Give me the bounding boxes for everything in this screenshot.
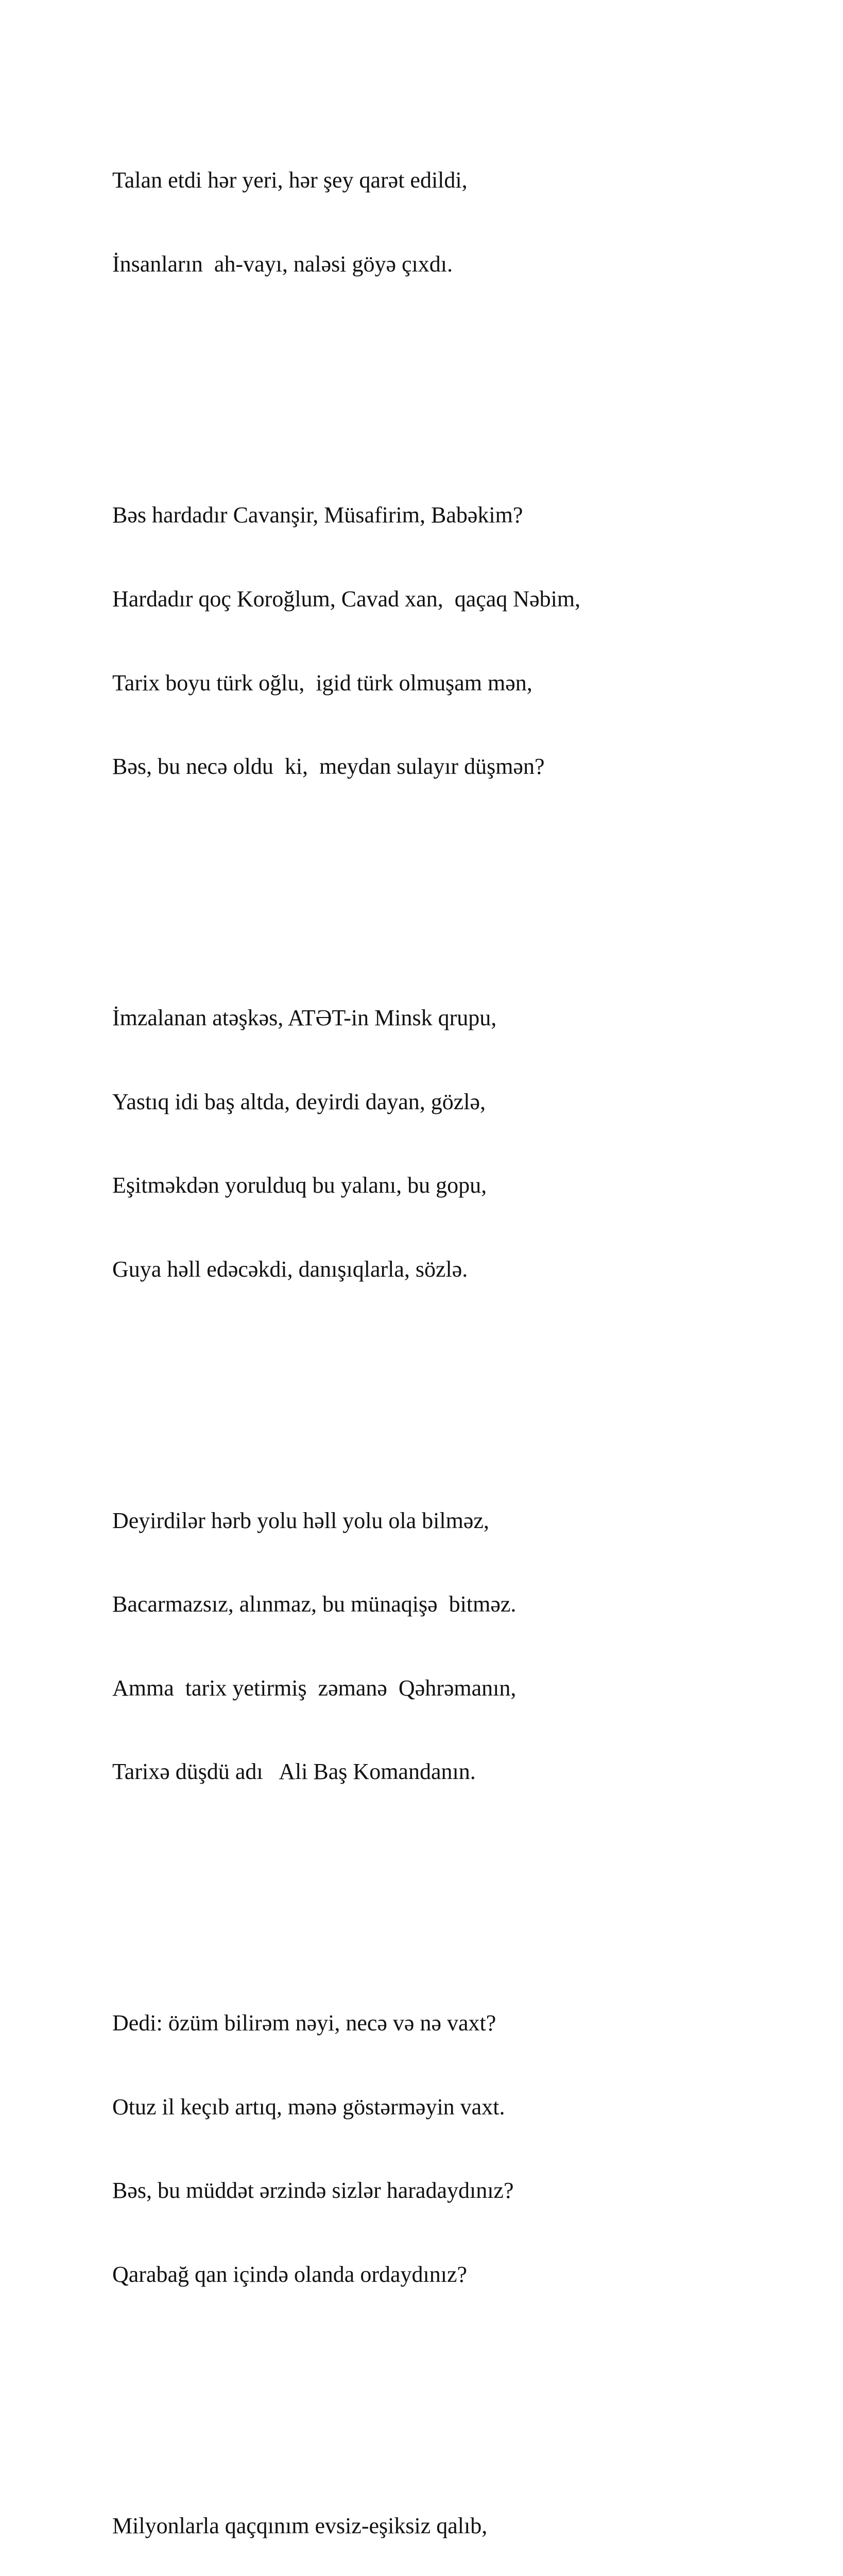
poem-line: Deyirdilər hərb yolu həll yolu ola bilməz, [112,1507,489,1533]
stanza-3 [112,948,782,1340]
poem-line: Eşitməkdən yorulduq bu yalanı, bu gopu, [112,1173,487,1198]
poem-line: İmzalanan atəşkəs, ATƏT-in Minsk qrupu, [112,1005,497,1030]
poem-line: İnsanların ah-vayı, naləsi göyə çıxdı. [112,251,453,277]
poem-line: Guya həll edəcəkdi, danışıqlarla, sözlə. [112,1256,468,1282]
poem-line: Bəs hardadır Cavanşir, Müsafirim, Babəkim? [112,502,523,528]
poem-line: Talan etdi hər yeri, hər şey qarət edildi, [112,167,468,193]
poem-line: Amma tarix yetirmiş zəmanə Qəhrəmanın, [112,1675,517,1701]
stanza-1 [112,111,782,334]
poem-line: Otuz il keçıb artıq, mənə göstərməyin vaxt. [112,2094,505,2120]
poem-line: Tarixə düşdü adı Ali Baş Komandanın. [112,1759,476,1785]
poem-line: Dedi: özüm bilirəm nəyi, necə və nə vaxt? [112,2010,496,2036]
stanza-5 [112,1954,782,2345]
poem-line: Hardadır qoç Koroğlum, Cavad xan, qaçaq Nəbim, [112,586,581,612]
poem-line: Bacarmazsız, alınmaz, bu münaqişə bitməz. [112,1591,517,1617]
stanza-2 [112,446,782,837]
poem-line: Bəs, bu necə oldu ki, meydan sulayır düşmən? [112,754,545,779]
stanza-6 [112,2456,782,2576]
poem-line: Qarabağ qan içində olanda ordaydınız? [112,2261,468,2287]
poem-line: Yastıq idi baş altda, deyirdi dayan, gözlə, [112,1089,486,1114]
poem-line: Tarix boyu türk oğlu, igid türk olmuşam mən, [112,670,532,696]
poem-line: Bəs, bu müddət ərzində sizlər haradaydınız? [112,2178,514,2204]
poem-text [112,27,782,2576]
poem-line: Milyonlarla qaçqınım evsiz-eşiksiz qalıb, [112,2513,488,2538]
stanza-4 [112,1451,782,1842]
